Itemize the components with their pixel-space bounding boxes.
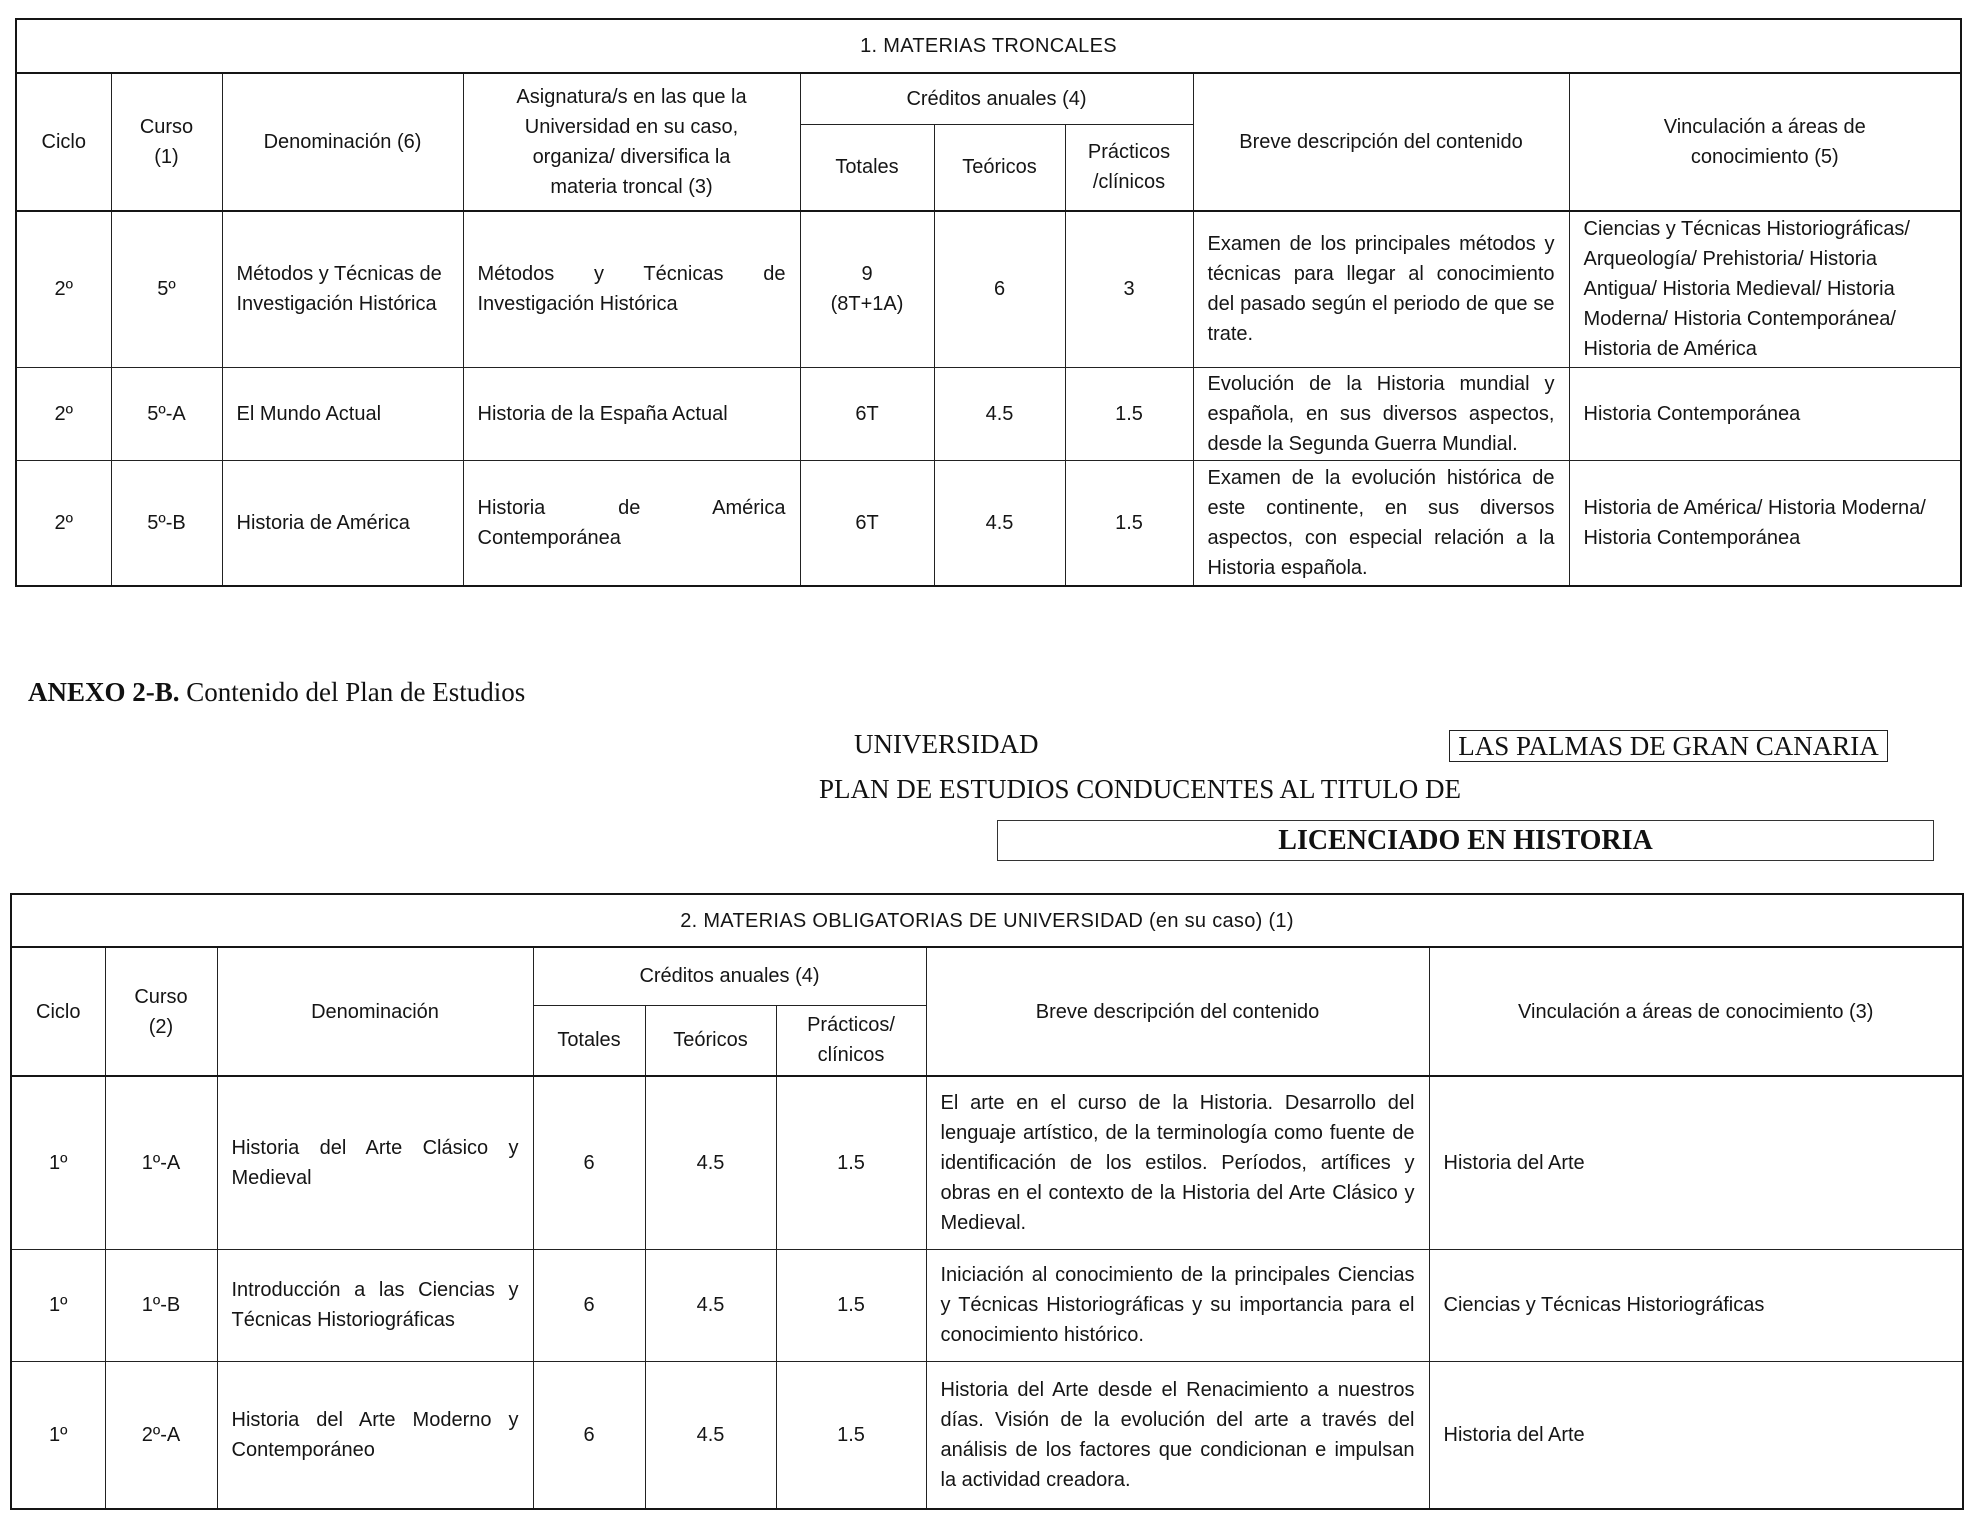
- ciclo-cell: [11, 1249, 105, 1361]
- vinculacion-text: Historia Contemporánea: [1583, 402, 1801, 425]
- table-header: [11, 894, 1963, 1076]
- denominacion-text: Historia del Arte Moderno y Contemporáneo: [231, 1408, 519, 1461]
- ciclo-text: 1º: [49, 1151, 68, 1174]
- vinculacion-cell: [1569, 367, 1961, 460]
- descripcion-cell: [926, 1076, 1429, 1249]
- header-curso-text: Curso (1): [139, 116, 194, 168]
- descripcion-cell: [926, 1361, 1429, 1509]
- vinculacion-cell: [1569, 211, 1961, 367]
- teoricos-cell: [934, 367, 1065, 460]
- curso-text: 5º-B: [147, 511, 186, 534]
- totales-cell: [800, 367, 934, 460]
- header-curso: [111, 73, 222, 211]
- denominacion-text: El Mundo Actual: [236, 402, 382, 425]
- descripcion-text: Examen de los principales métodos y técnicas para llegar al conocimiento del pasado según el periodo de que se trate.: [1207, 233, 1555, 346]
- header-totales: Totales: [533, 1005, 645, 1076]
- ciclo-cell: [16, 460, 111, 586]
- teoricos-cell: [934, 211, 1065, 367]
- vinculacion-text: Historia de América/ Historia Moderna/ Historia Contemporánea: [1583, 496, 1926, 549]
- table-row: [16, 367, 1961, 460]
- denominacion-cell: [222, 460, 463, 586]
- ciclo-cell: [11, 1076, 105, 1249]
- descripcion-text: Historia del Arte desde el Renacimiento a nuestros días. Visión de la evolución del arte a través del análisis de los factores que condicionan e impulsan la actividad creadora.: [940, 1378, 1415, 1491]
- practicos-text: 3: [1123, 278, 1135, 301]
- ciclo-text: 2º: [54, 278, 73, 301]
- header-vinculacion: Vinculación a áreas de conocimiento (3): [1429, 947, 1963, 1076]
- denominacion-text: Historia del Arte Clásico y Medieval: [231, 1136, 519, 1189]
- table-row: [16, 460, 1961, 586]
- teoricos-text: 4.5: [696, 1151, 725, 1174]
- table-title: 2. MATERIAS OBLIGATORIAS DE UNIVERSIDAD (en su caso) (1): [11, 894, 1963, 947]
- practicos-cell: [1065, 211, 1193, 367]
- denominacion-cell: [217, 1249, 533, 1361]
- teoricos-text: 4.5: [985, 402, 1014, 425]
- totales-text: 6T: [855, 511, 879, 534]
- practicos-text: 1.5: [837, 1151, 865, 1174]
- vinculacion-cell: [1569, 460, 1961, 586]
- header-row: [11, 947, 1963, 1005]
- curso-cell: [105, 1249, 217, 1361]
- plan-estudios-label: PLAN DE ESTUDIOS CONDUCENTES AL TITULO DE: [819, 774, 1461, 804]
- totales-text: 6T: [855, 402, 879, 425]
- header-curso: [105, 947, 217, 1076]
- teoricos-text: 4.5: [985, 511, 1014, 534]
- denominacion-text: Historia de América: [236, 511, 410, 534]
- denominacion-text: Introducción a las Ciencias y Técnicas Historiográficas: [231, 1279, 519, 1331]
- vinculacion-text: Ciencias y Técnicas Historiográficas/ Arqueología/ Prehistoria/ Historia Antigua/ Historia Medieval/ Historia Moderna/ Historia Contemporánea/ Historia de América: [1583, 218, 1910, 361]
- practicos-cell: [776, 1076, 926, 1249]
- vinculacion-cell: [1429, 1076, 1963, 1249]
- teoricos-cell: [934, 460, 1065, 586]
- vinculacion-text: Ciencias y Técnicas Historiográficas: [1443, 1294, 1765, 1316]
- universidad-name-box: LAS PALMAS DE GRAN CANARIA: [1449, 730, 1888, 762]
- totales-cell: [533, 1361, 645, 1509]
- asignatura-text: Historia de la España Actual: [477, 402, 728, 425]
- descripcion-cell: [1193, 367, 1569, 460]
- ciclo-text: 1º: [49, 1423, 68, 1446]
- ciclo-cell: [11, 1361, 105, 1509]
- descripcion-cell: [926, 1249, 1429, 1361]
- denominacion-cell: [217, 1361, 533, 1509]
- totales-text: 6: [583, 1294, 595, 1316]
- table-header: [16, 19, 1961, 211]
- header-asignatura-text: Asignatura/s en las que la Universidad en su caso, organiza/ diversifica la materia troncal (3): [516, 86, 747, 198]
- table-body: [16, 211, 1961, 586]
- ciclo-text: 2º: [54, 511, 73, 534]
- vinculacion-text: Historia del Arte: [1443, 1151, 1585, 1174]
- header-curso-text: Curso (2): [134, 985, 188, 1038]
- annex-label: ANEXO 2-B.: [28, 677, 180, 707]
- ciclo-text: 1º: [49, 1294, 68, 1316]
- practicos-text: 1.5: [837, 1294, 865, 1316]
- teoricos-cell: [645, 1076, 776, 1249]
- totales-cell: [533, 1076, 645, 1249]
- denominacion-cell: [217, 1076, 533, 1249]
- header-vinculacion: [1569, 73, 1961, 211]
- header-practicos: Prácticos/ clínicos: [776, 1005, 926, 1076]
- descripcion-cell: [1193, 460, 1569, 586]
- teoricos-cell: [645, 1361, 776, 1509]
- titulo-box: LICENCIADO EN HISTORIA: [997, 820, 1934, 861]
- denominacion-cell: [222, 367, 463, 460]
- header-descripcion: Breve descripción del contenido: [926, 947, 1429, 1076]
- asignatura-cell: [463, 211, 800, 367]
- curso-text: 1º-B: [141, 1294, 181, 1316]
- teoricos-text: 6: [993, 278, 1006, 301]
- universidad-label: UNIVERSIDAD: [854, 729, 1039, 759]
- table-title-row: [16, 19, 1961, 73]
- practicos-cell: [1065, 367, 1193, 460]
- header-totales: Totales: [800, 124, 934, 211]
- header-asignatura: [463, 73, 800, 211]
- curso-text: 5º: [157, 278, 176, 301]
- practicos-cell: [1065, 460, 1193, 586]
- totales-cell: [533, 1249, 645, 1361]
- table-title-row: [11, 894, 1963, 947]
- descripcion-text: Examen de la evolución histórica de este continente, en sus diversos aspectos, con especial relación a la Historia española.: [1207, 466, 1555, 579]
- table-title: 1. MATERIAS TRONCALES: [16, 19, 1961, 73]
- denominacion-text: Métodos y Técnicas de Investigación Histórica: [236, 263, 442, 316]
- ciclo-text: 2º: [54, 402, 73, 425]
- practicos-cell: [776, 1361, 926, 1509]
- header-denominacion: Denominación (6): [222, 73, 463, 211]
- curso-text: 2º-A: [141, 1423, 181, 1446]
- header-ciclo: Ciclo: [11, 947, 105, 1076]
- table-row: [11, 1076, 1963, 1249]
- header-row: [16, 73, 1961, 124]
- curso-cell: [105, 1361, 217, 1509]
- totales-text: 6: [583, 1423, 595, 1446]
- denominacion-cell: [222, 211, 463, 367]
- teoricos-text: 4.5: [696, 1423, 725, 1446]
- curso-cell: [111, 367, 222, 460]
- asignatura-cell: [463, 367, 800, 460]
- practicos-cell: [776, 1249, 926, 1361]
- descripcion-text: Evolución de la Historia mundial y española, en sus diversos aspectos, desde la Segunda Guerra Mundial.: [1207, 372, 1555, 455]
- header-vinculacion-text: Vinculación a áreas de conocimiento (5): [1663, 116, 1866, 168]
- curso-cell: [105, 1076, 217, 1249]
- asignatura-text: Métodos y Técnicas de Investigación Histórica: [477, 263, 786, 316]
- ciclo-cell: [16, 211, 111, 367]
- vinculacion-cell: [1429, 1361, 1963, 1509]
- totales-cell: [800, 460, 934, 586]
- curso-text: 1º-A: [141, 1151, 181, 1174]
- header-teoricos: Teóricos: [645, 1005, 776, 1076]
- practicos-text: 1.5: [1115, 402, 1143, 425]
- totales-cell: [800, 211, 934, 367]
- table-row: [11, 1249, 1963, 1361]
- header-teoricos: Teóricos: [934, 124, 1065, 211]
- annex-title: Contenido del Plan de Estudios: [186, 677, 526, 707]
- header-denominacion: Denominación: [217, 947, 533, 1076]
- header-creditos: Créditos anuales (4): [533, 947, 926, 1005]
- asignatura-cell: [463, 460, 800, 586]
- header-ciclo: Ciclo: [16, 73, 111, 211]
- table-body: [11, 1076, 1963, 1509]
- materias-troncales-table: [15, 18, 1962, 587]
- descripcion-cell: [1193, 211, 1569, 367]
- practicos-text: 1.5: [837, 1423, 865, 1446]
- vinculacion-cell: [1429, 1249, 1963, 1361]
- curso-text: 5º-A: [147, 402, 186, 425]
- header-practicos: Prácticos /clínicos: [1065, 124, 1193, 211]
- practicos-text: 1.5: [1115, 511, 1143, 534]
- materias-obligatorias-table: [10, 893, 1964, 1510]
- teoricos-cell: [645, 1249, 776, 1361]
- table-row: [16, 211, 1961, 367]
- curso-cell: [111, 460, 222, 586]
- asignatura-text: Historia de América Contemporánea: [477, 496, 786, 549]
- descripcion-text: Iniciación al conocimiento de la principales Ciencias y Técnicas Historiográficas y su importancia para el conocimiento histórico.: [940, 1264, 1415, 1346]
- annex-heading: [28, 676, 525, 708]
- teoricos-text: 4.5: [696, 1294, 725, 1316]
- descripcion-text: El arte en el curso de la Historia. Desarrollo del lenguaje artístico, de la terminología como fuente de identificación de los estilos. Períodos, artífices y obras en el contexto de la Historia del Arte Clásico y Medieval.: [940, 1091, 1415, 1234]
- ciclo-cell: [16, 367, 111, 460]
- table-row: [11, 1361, 1963, 1509]
- curso-cell: [111, 211, 222, 367]
- totales-text: 6: [583, 1151, 595, 1174]
- header-creditos: Créditos anuales (4): [800, 73, 1193, 124]
- totales-text: 9 (8T+1A): [830, 263, 904, 316]
- header-descripcion: Breve descripción del contenido: [1193, 73, 1569, 211]
- vinculacion-text: Historia del Arte: [1443, 1423, 1585, 1446]
